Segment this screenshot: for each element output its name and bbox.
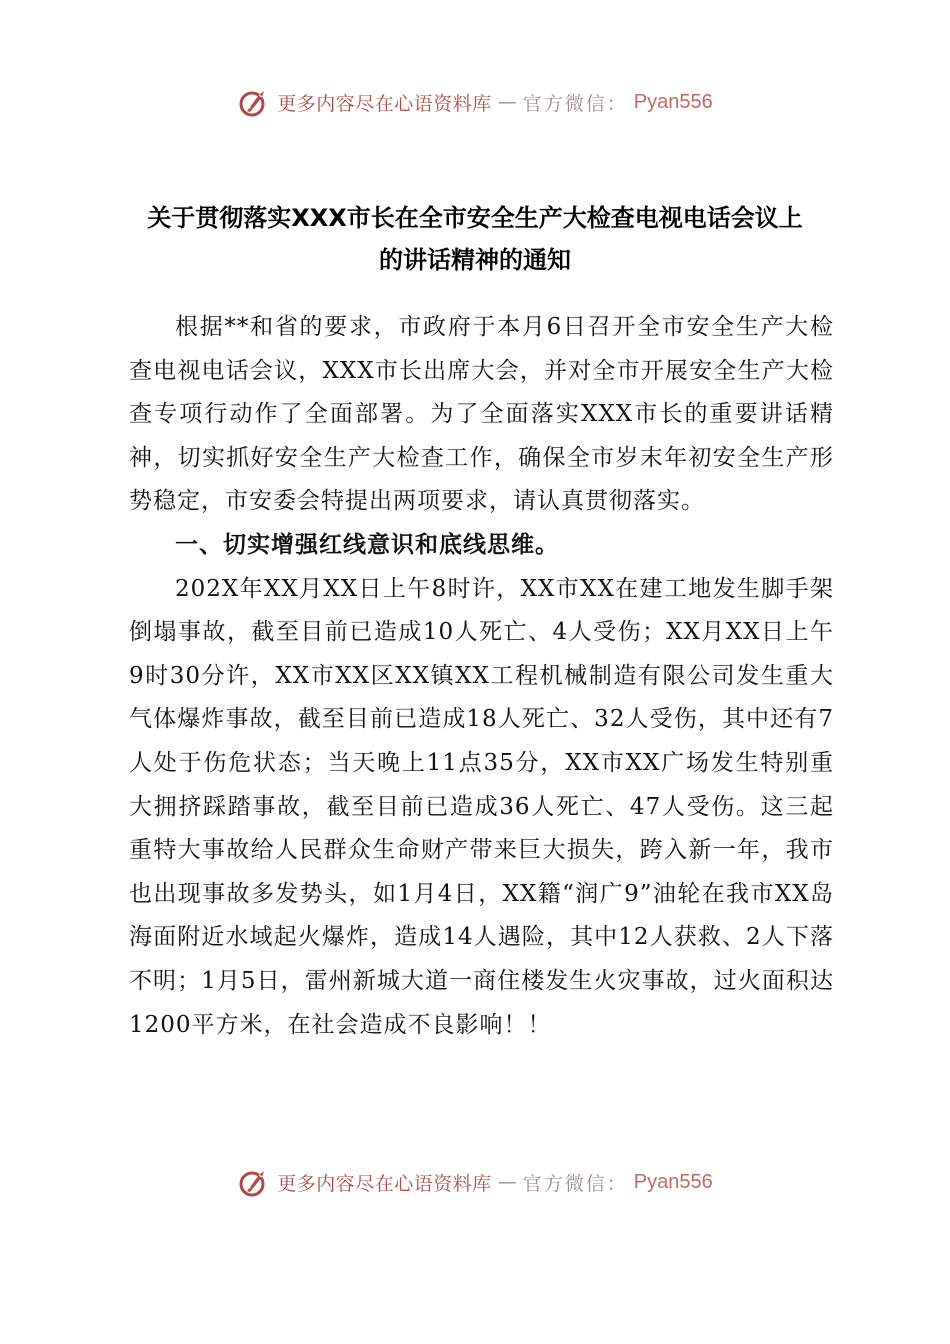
document-title-line1: 关于贯彻落实XXX市长在全市安全生产大检查电视电话会议上 — [147, 204, 803, 232]
body-paragraph-accidents: 202X年XX月XX日上午8时许，XX市XX在建工地发生脚手架倒塌事故，截至目前已造成10人死亡、4人受伤；XX月XX日上午9时30分许，XX市XX区XX镇XX工程机械制造有限公司发生重大气体爆炸事故，截至目前已造成18人死亡、32人受伤，其中还有7人处于伤危状态；当天晚上11点35分，XX市XX广场发生特别重大拥挤踩踏事故，截至目前已造成36人死亡、47人受伤。这三起重特大事故给人民群众生命财产带来巨大损失，跨入新一年，我市也出现事故多发势头，如1月4日，XX籍“润广9”油轮在我市XX岛海面附近水域起火爆炸，造成14人遇险，其中12人获救、2人下落不明；1月5日，雷州新城大道一商住楼发生火灾事故，过火面积达1200平方米，在社会造成不良影响！！ — [129, 575, 834, 1038]
watermark-banner-bottom — [0, 1160, 950, 1204]
section-heading-1: 一、切实增强红线意识和底线思维。 — [175, 531, 559, 558]
quill-pen-logo-icon — [237, 85, 271, 119]
watermark-text: 更多内容尽在心语资料库 — [277, 92, 492, 115]
watermark-wechat-id: Pyan556 — [633, 1170, 713, 1193]
document-title-line2: 的讲话精神的通知 — [379, 246, 571, 274]
watermark-dash: — — [497, 1171, 517, 1193]
document-body — [129, 306, 834, 1047]
watermark-label: 官方微信： — [522, 92, 628, 115]
quill-pen-logo-icon — [237, 1165, 271, 1199]
watermark-dash: — — [497, 91, 517, 113]
watermark-banner-top — [0, 80, 950, 124]
body-paragraph-intro: 根据**和省的要求，市政府于本月6日召开全市安全生产大检查电视电话会议，XXX市长出席大会，并对全市开展安全生产大检查专项行动作了全面部署。为了全面落实XXX市长的重要讲话精神，切实抓好安全生产大检查工作，确保全市岁末年初安全生产形势稳定，市安委会特提出两项要求，请认真贯彻落实。 — [129, 314, 834, 515]
watermark-wechat-id: Pyan556 — [633, 90, 713, 113]
watermark-label: 官方微信： — [522, 1172, 628, 1195]
watermark-text: 更多内容尽在心语资料库 — [277, 1172, 492, 1195]
